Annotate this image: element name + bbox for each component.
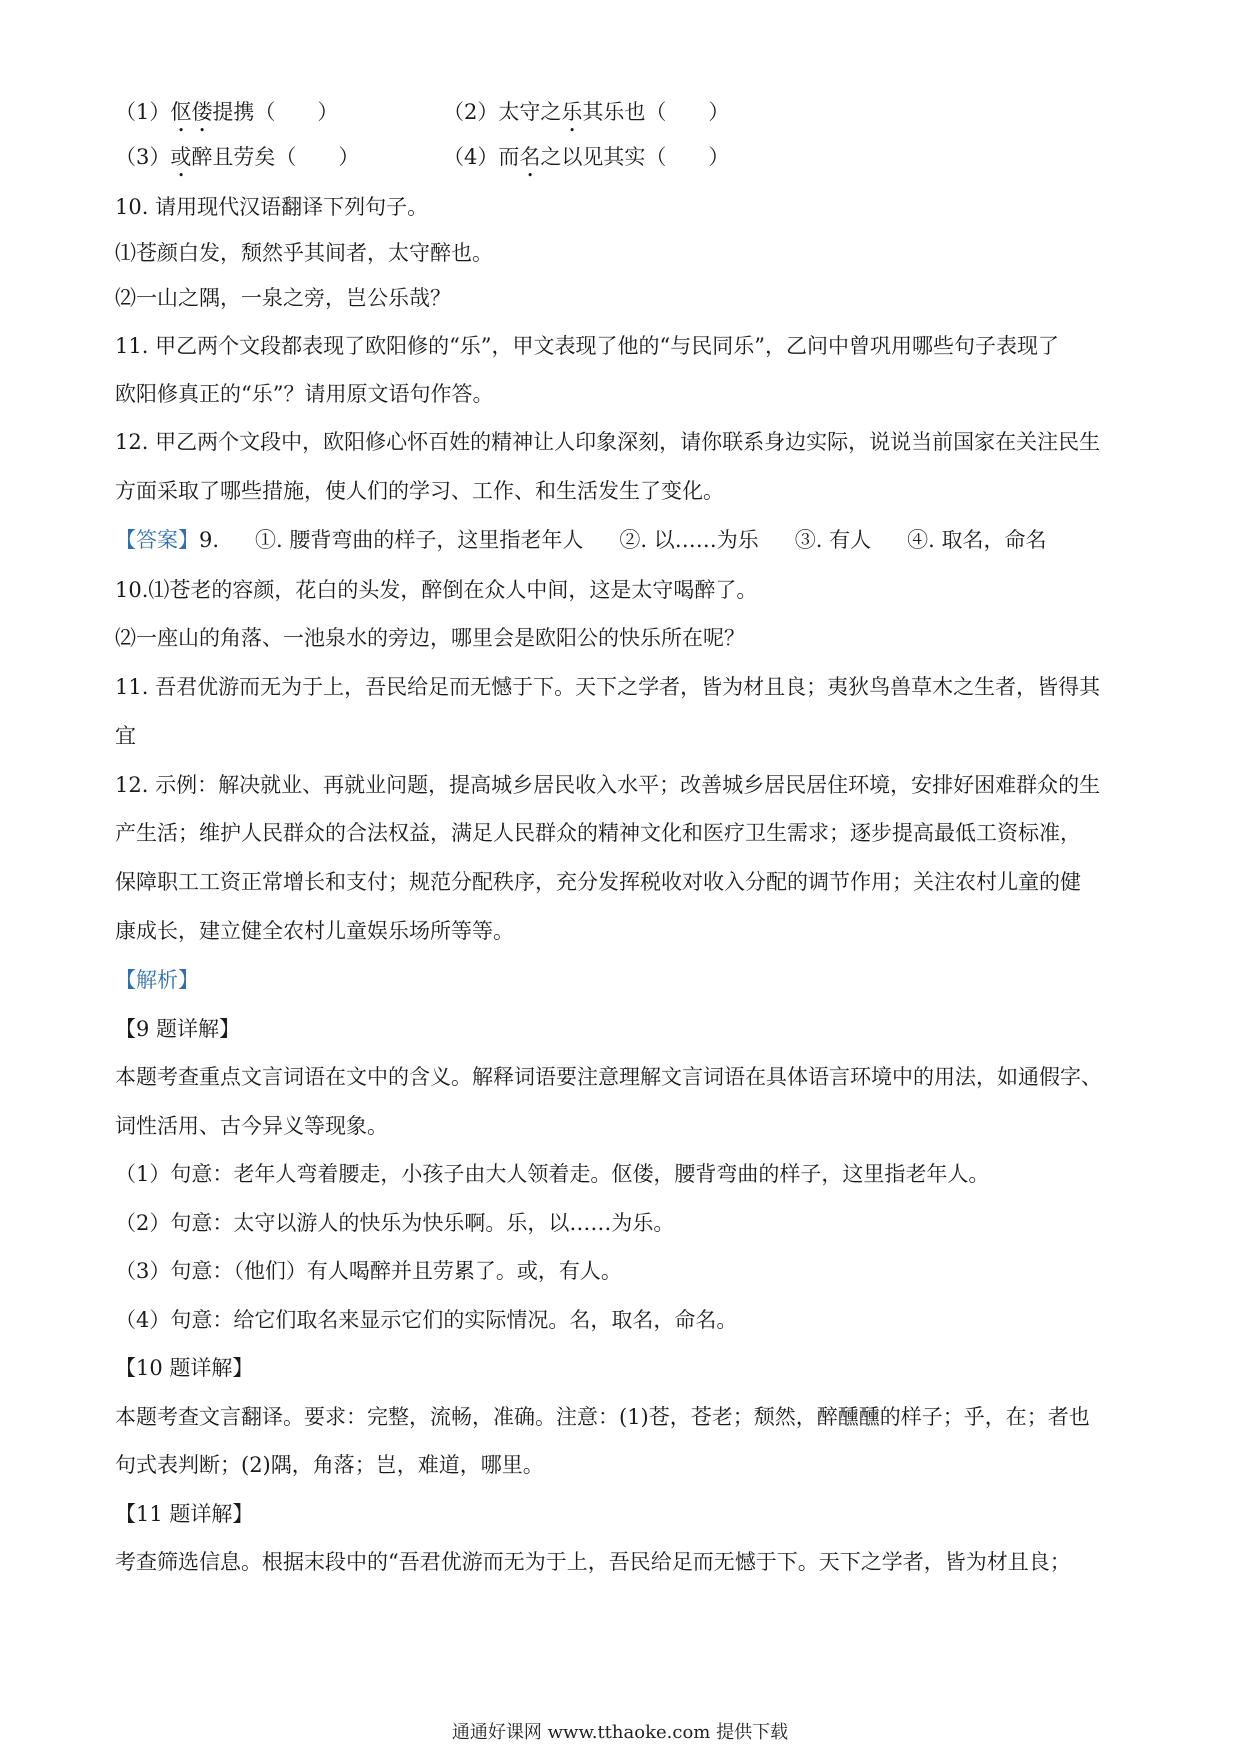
analysis-q9-para-2: 词性活用、古今异义等现象。 (115, 1114, 388, 1138)
analysis-q9-heading: 【9 题详解】 (115, 1017, 241, 1041)
q9-item-4-keyword: 名 (519, 145, 541, 169)
q9-item-1-prefix: （1） (115, 100, 171, 124)
analysis-q9-item-2: （2）句意：太守以游人的快乐为快乐啊。乐，以……为乐。 (115, 1211, 675, 1235)
q9-item-4 (443, 144, 729, 182)
analysis-q10-heading: 【10 题详解】 (115, 1356, 254, 1380)
answer-q9-number: 9. (199, 528, 220, 552)
answer-10-2: ⑵一座山的角落、一池泉水的旁边，哪里会是欧阳公的快乐所在呢？ (115, 626, 745, 650)
q11-line-2: 欧阳修真正的“乐”？请用原文语句作答。 (115, 382, 494, 406)
answer-9-1: ①. 腰背弯曲的样子，这里指老年人 (255, 528, 584, 552)
q9-item-2-keyword: 乐 (561, 100, 583, 124)
analysis-q9-item-1: （1）句意：老年人弯着腰走，小孩子由大人领着走。伛偻，腰背弯曲的样子，这里指老年人。 (115, 1162, 990, 1186)
q9-item-2 (443, 99, 729, 137)
q9-item-4-suffix: 之以见其实（ ） (540, 145, 730, 169)
q9-item-2-suffix: 其乐也（ ） (582, 100, 730, 124)
answer-10-1: 10.⑴苍老的容颜，花白的头发，醉倒在众人中间，这是太守喝醉了。 (115, 578, 758, 602)
analysis-tag: 【解析】 (115, 968, 199, 992)
analysis-q10-para-1: 本题考查文言翻译。要求：完整，流畅，准确。注意：(1)苍，苍老；颓然，醉醺醺的样子；乎，在；者也 (115, 1405, 1090, 1429)
answer-tag: 【答案】 (115, 528, 199, 552)
q9-item-1 (115, 99, 443, 137)
answer-12-line-3: 保障职工工资正常增长和支付；规范分配秩序，充分发挥税收对收入分配的调节作用；关注农村儿童的健 (115, 870, 1081, 894)
analysis-q9-item-3: （3）句意：（他们）有人喝醉并且劳累了。或，有人。 (115, 1259, 622, 1283)
q9-item-1-keyword: 伛偻 (170, 100, 213, 124)
q11-line-1: 11. 甲乙两个文段都表现了欧阳修的“乐”，甲文表现了他的“与民同乐”，乙问中曾巩用哪些句子表现了 (115, 334, 1060, 358)
q9-item-3 (115, 144, 443, 182)
q9-row-1 (115, 99, 729, 137)
q9-item-3-suffix: 醉且劳矣（ ） (191, 145, 360, 169)
answer-9-4: ④. 取名，命名 (907, 528, 1047, 552)
answer-9-2: ②. 以……为乐 (619, 528, 759, 552)
q10-sentence-2: ⑵一山之隅，一泉之旁，岂公乐哉？ (115, 286, 451, 310)
answer-11-line-2: 宜 (115, 724, 136, 748)
q12-line-2: 方面采取了哪些措施，使人们的学习、工作、和生活发生了变化。 (115, 479, 724, 503)
q12-line-1: 12. 甲乙两个文段中，欧阳修心怀百姓的精神让人印象深刻，请你联系身边实际，说说当前国家在关注民生 (115, 430, 1101, 454)
q9-item-3-keyword: 或 (170, 145, 192, 169)
answer-9-3: ③. 有人 (794, 528, 872, 552)
q10-title: 10. 请用现代汉语翻译下列句子。 (115, 195, 429, 219)
analysis-q11-para-1: 考查筛选信息。根据末段中的“吾君优游而无为于上，吾民给足而无憾于下。天下之学者，皆为材且良； (115, 1550, 1071, 1574)
q9-item-2-prefix: （2）太守之 (443, 100, 562, 124)
q10-sentence-1: ⑴苍颜白发，颓然乎其间者，太守醉也。 (115, 241, 493, 265)
q9-item-3-prefix: （3） (115, 145, 171, 169)
answer-11-line-1: 11. 吾君优游而无为于上，吾民给足而无憾于下。天下之学者，皆为材且良；夷狄鸟兽草木之生者，皆得其 (115, 675, 1101, 699)
q9-item-1-suffix: 提携（ ） (212, 100, 339, 124)
footer-source: 通通好课网 www.tthaoke.com 提供下载 (451, 1722, 789, 1743)
analysis-q9-item-4: （4）句意：给它们取名来显示它们的实际情况。名，取名，命名。 (115, 1308, 738, 1332)
answer-12-line-1: 12. 示例：解决就业、再就业问题，提高城乡居民收入水平；改善城乡居民居住环境，安排好困难群众的生 (115, 773, 1101, 797)
answer-12-line-4: 康成长，建立健全农村儿童娱乐场所等等。 (115, 919, 514, 943)
answer-12-line-2: 产生活；维护人民群众的合法权益，满足人民群众的精神文化和医疗卫生需求；逐步提高最低工资标准， (115, 821, 1081, 845)
analysis-q9-para-1: 本题考查重点文言词语在文中的含义。解释词语要注意理解文言词语在具体语言环境中的用法，如通假字、 (115, 1065, 1102, 1089)
q9-row-2 (115, 144, 729, 182)
analysis-q11-heading: 【11 题详解】 (115, 1502, 254, 1526)
q9-item-4-prefix: （4）而 (443, 145, 520, 169)
analysis-q10-para-2: 句式表判断；(2)隅，角落；岂，难道，哪里。 (115, 1453, 544, 1477)
answer-row-9 (115, 527, 1046, 553)
